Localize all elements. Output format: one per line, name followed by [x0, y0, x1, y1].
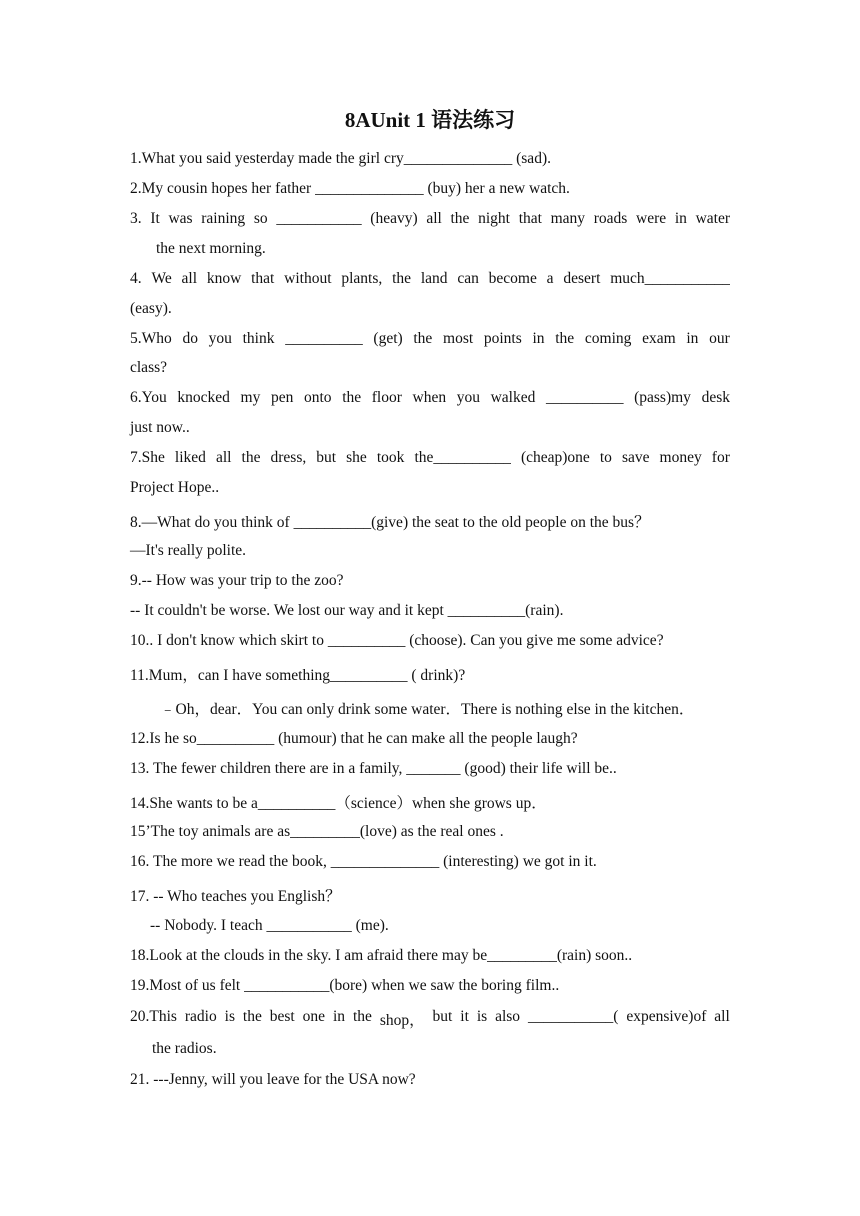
exercise-line-12: 12.Is he so__________ (humour) that he can make all the people laugh? — [130, 730, 578, 747]
exercise-line-3-cont: the next morning. — [156, 240, 266, 257]
line-word: most — [443, 330, 474, 347]
exercise-line-19: 19.Most of us felt ___________(bore) when we saw the boring film.. — [130, 977, 560, 994]
line-word: roads — [593, 210, 628, 227]
line-word: that — [518, 210, 542, 227]
line-word: knocked — [177, 389, 230, 406]
line-word: pen — [270, 389, 294, 406]
line-word: points — [483, 330, 522, 347]
line-word: the — [342, 389, 362, 406]
line-word: my — [240, 389, 261, 406]
line-word: It — [150, 210, 160, 227]
line-word: plants, — [341, 270, 383, 287]
exercise-line-14: 14.She wants to be a__________（science）when she grows up． — [130, 795, 547, 812]
exercise-line-5-cont: class? — [130, 359, 168, 376]
line-word: night — [478, 210, 510, 227]
line-word: ___________ — [276, 210, 362, 227]
line-word: desert — [563, 270, 601, 287]
line-word: radio — [184, 1008, 217, 1025]
exercise-line-18: 18.Look at the clouds in the sky. I am afraid there may be_________(rain) soon.. — [130, 947, 633, 964]
line-word: all — [181, 270, 198, 287]
line-word: so — [253, 210, 268, 227]
line-word: the — [392, 270, 412, 287]
line-word: onto — [304, 389, 332, 406]
line-word: in — [532, 330, 545, 347]
line-word: We — [151, 270, 172, 287]
line-word: many — [550, 210, 586, 227]
line-word: also — [495, 1008, 521, 1025]
page-title: 8AUnit 1 语法练习 — [344, 108, 516, 132]
line-word: in — [674, 210, 687, 227]
exercise-line-9-answer: -- It couldn't be worse. We lost our way and it kept __________(rain). — [130, 602, 564, 619]
line-word: the — [352, 1008, 372, 1025]
line-word: in — [686, 330, 699, 347]
line-word: walked — [490, 389, 536, 406]
line-word: land — [420, 270, 448, 287]
exercise-line-16: 16. The more we read the book, ______________ (interesting) we got in it. — [130, 853, 597, 870]
line-word: the — [555, 330, 575, 347]
line-word: coming — [584, 330, 632, 347]
line-word: 4. — [130, 270, 142, 287]
line-word: (heavy) — [370, 210, 418, 227]
line-word: took — [376, 449, 405, 466]
exercise-line-8: 8.—What do you think of __________(give) the seat to the old people on the bus？ — [130, 514, 650, 531]
exercise-line-4-cont: (easy). — [130, 300, 172, 317]
line-word: (get) — [373, 330, 403, 347]
exercise-line-6-cont: just now.. — [130, 419, 190, 436]
line-word: but — [316, 449, 337, 466]
line-word: a — [546, 270, 554, 287]
line-word: water — [695, 210, 730, 227]
line-word: __________ — [545, 389, 624, 406]
line-word: all — [426, 210, 442, 227]
exercise-line-9: 9.-- How was your trip to the zoo? — [130, 572, 344, 589]
line-word: (cheap)one — [520, 449, 590, 466]
line-word: to — [599, 449, 612, 466]
line-word: for — [711, 449, 730, 466]
exercise-line-3 — [130, 210, 730, 228]
line-word: the — [242, 1008, 262, 1025]
exercise-line-11: 11.Mum，can I have something__________ ( drink)? — [130, 667, 466, 684]
line-word: 6.You — [130, 389, 167, 406]
exercise-line-2: 2.My cousin hopes her father ______________ (buy) her a new watch. — [130, 180, 570, 197]
line-word: think — [242, 330, 275, 347]
line-word: __________ — [285, 330, 363, 347]
line-word: 7.She — [130, 449, 165, 466]
exercise-line-15: 15’The toy animals are as_________(love) as the real ones . — [130, 823, 504, 840]
line-word: when — [412, 389, 447, 406]
line-word: our — [709, 330, 730, 347]
line-word: know — [206, 270, 242, 287]
line-word: raining — [201, 210, 246, 227]
line-word: she — [346, 449, 367, 466]
line-word: in — [332, 1008, 346, 1025]
line-word: do — [182, 330, 198, 347]
line-word: the — [241, 449, 261, 466]
line-word: but — [432, 1008, 453, 1025]
line-word: without — [284, 270, 332, 287]
line-word: all — [714, 1008, 730, 1025]
exercise-line-20-cont: the radios. — [152, 1040, 217, 1057]
line-word: one — [302, 1008, 326, 1025]
line-word: money — [659, 449, 702, 466]
line-word: save — [621, 449, 650, 466]
exercise-line-13: 13. The fewer children there are in a family, _______ (good) their life will be.. — [130, 760, 617, 777]
line-word: the__________ — [414, 449, 511, 466]
line-word: liked — [174, 449, 206, 466]
line-word: dress, — [270, 449, 307, 466]
exercise-line-21: 21. ---Jenny, will you leave for the USA now? — [130, 1071, 416, 1088]
line-word: (pass)my — [634, 389, 691, 406]
line-word: floor — [371, 389, 402, 406]
line-word: you — [456, 389, 480, 406]
line-word: exam — [642, 330, 676, 347]
line-word: best — [269, 1008, 295, 1025]
line-word: was — [168, 210, 193, 227]
line-word: it — [460, 1008, 469, 1025]
line-word: can — [457, 270, 479, 287]
line-word: become — [488, 270, 537, 287]
exercise-line-4 — [130, 270, 730, 288]
line-word: that — [251, 270, 275, 287]
exercise-line-11-answer: ﹣Oh，dear．You can only drink some water．There is nothing else in the kitchen． — [160, 701, 695, 718]
line-word: expensive)of — [626, 1008, 707, 1025]
exercise-line-10: 10.. I don't know which skirt to __________ (choose). Can you give me some advice? — [130, 632, 664, 649]
exercise-line-17-answer: -- Nobody. I teach ___________ (me). — [150, 917, 389, 934]
exercise-line-6 — [130, 389, 730, 407]
line-word: ___________( — [527, 1008, 619, 1025]
exercise-line-20 — [130, 1008, 730, 1030]
line-word: 20.This — [130, 1008, 177, 1025]
line-word: is — [224, 1008, 235, 1025]
line-word: were — [636, 210, 667, 227]
line-word: the — [450, 210, 470, 227]
line-word: 3. — [130, 210, 142, 227]
exercise-line-5 — [130, 330, 730, 348]
line-word: you — [208, 330, 232, 347]
line-word: is — [476, 1008, 488, 1025]
line-word: much___________ — [610, 270, 730, 287]
line-word: 5.Who — [130, 330, 172, 347]
line-word: the — [413, 330, 433, 347]
exercise-line-8-answer: —It's really polite. — [130, 542, 247, 559]
line-word: all — [215, 449, 232, 466]
line-word: desk — [701, 389, 730, 406]
line-word: shop， — [379, 1012, 425, 1029]
exercise-line-1: 1.What you said yesterday made the girl cry______________ (sad). — [130, 150, 551, 167]
exercise-line-7 — [130, 449, 730, 467]
exercise-line-7-cont: Project Hope.. — [130, 479, 220, 496]
exercise-line-17: 17. -- Who teaches you English？ — [130, 888, 341, 905]
